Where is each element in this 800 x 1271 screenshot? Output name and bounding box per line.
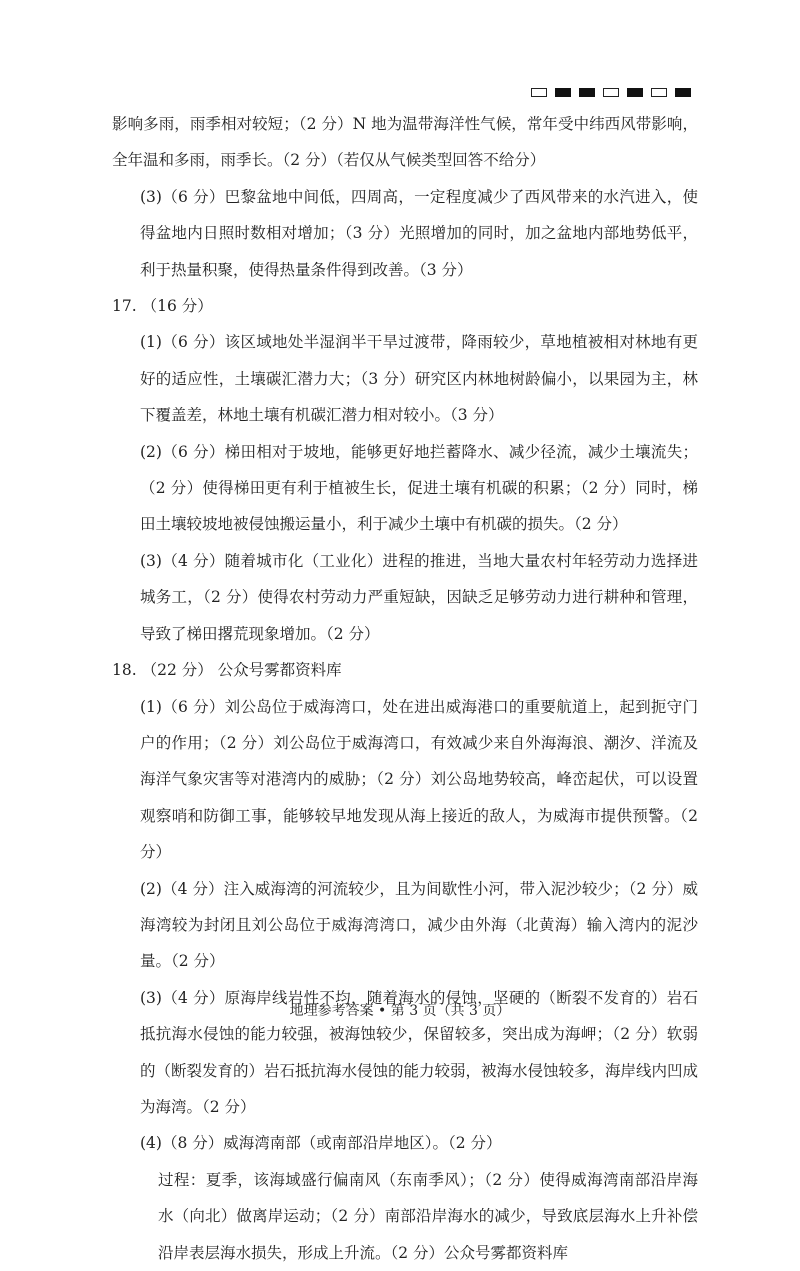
answer-body [112, 106, 698, 1271]
header-mark-open [651, 88, 667, 97]
q18-2: (2)（4 分）注入威海湾的河流较少，且为间歇性小河，带入泥沙较少；（2 分）威海湾较为封闭且刘公岛位于威海湾湾口，减少由外海（北黄海）输入湾内的泥沙量。（2 分） [140, 879, 698, 971]
header-mark-filled [579, 88, 595, 97]
q16-3: (3)（6 分）巴黎盆地中间低，四周高，一定程度减少了西风带来的水汽进入，使得盆地内日照时数相对增加；（3 分）光照增加的同时，加之盆地内部地势低平，利于热量积聚，使得热量条件得到改善。（3 分） [140, 187, 698, 279]
header-mark-open [531, 88, 547, 97]
header-mark-filled [675, 88, 691, 97]
q17-heading: 17. （16 分） [112, 297, 213, 316]
q17-3: (3)（4 分）随着城市化（工业化）进程的推进，当地大量农村年轻劳动力选择进城务工，（2 分）使得农村劳动力严重短缺，因缺乏足够劳动力进行耕种和管理，导致了梯田撂荒现象增加。（2 分） [140, 551, 698, 643]
header-mark-filled [627, 88, 643, 97]
q17-1: (1)（6 分）该区域地处半湿润半干旱过渡带，降雨较少，草地植被相对林地有更好的适应性，土壤碳汇潜力大；（3 分）研究区内林地树龄偏小，以果园为主，林下覆盖差，林地土壤有机碳汇潜力相对较小。（3 分） [140, 333, 698, 425]
q18-4-process: 过程：夏季，该海域盛行偏南风（东南季风）；（2 分）使得威海湾南部沿岸海水（向北）做离岸运动；（2 分）南部沿岸海水的减少，导致底层海水上升补偿沿岸表层海水损失，形成上升流。（2 分）公众号雾都资料库 [158, 1170, 698, 1262]
q18-3: (3)（4 分）原海岸线岩性不均，随着海水的侵蚀，坚硬的（断裂不发育的）岩石抵抗海水侵蚀的能力较强，被海蚀较少，保留较多，突出成为海岬；（2 分）软弱的（断裂发育的）岩石抵抗海水侵蚀的能力较弱，被海水侵蚀较多，海岸线内凹成为海湾。（2 分） [140, 988, 699, 1116]
q18-1: (1)（6 分）刘公岛位于威海湾口，处在进出威海港口的重要航道上，起到扼守门户的作用；（2 分）刘公岛位于威海湾口，有效减少来自外海海浪、潮汐、洋流及海洋气象灾害等对港湾内的威胁；（2 分）刘公岛地势较高，峰峦起伏，可以设置观察哨和防御工事，能够较早地发现从海上接近的敌人，为威海市提供预警。（2 分） [140, 697, 698, 862]
header-mark-open [603, 88, 619, 97]
q16-2-continued: 影响多雨，雨季相对较短；（2 分）N 地为温带海洋性气候，常年受中纬西风带影响，全年温和多雨，雨季长。（2 分）（若仅从气候类型回答不给分） [112, 115, 698, 170]
page-footer: 地理参考答案 • 第 3 页（共 3 页） [289, 1003, 511, 1019]
q17-2: (2)（6 分）梯田相对于坡地，能够更好地拦蓄降水、减少径流，减少土壤流失；（2 分）使得梯田更有利于植被生长，促进土壤有机碳的积累；（2 分）同时，梯田土壤较坡地被侵蚀搬运量小，利于减少土壤中有机碳的损失。（2 分） [140, 442, 698, 534]
header-marks [531, 88, 691, 97]
header-mark-filled [555, 88, 571, 97]
q18-heading: 18. （22 分） 公众号雾都资料库 [112, 661, 342, 680]
q18-4: (4)（8 分）威海湾南部（或南部沿岸地区）。（2 分） [140, 1134, 502, 1153]
